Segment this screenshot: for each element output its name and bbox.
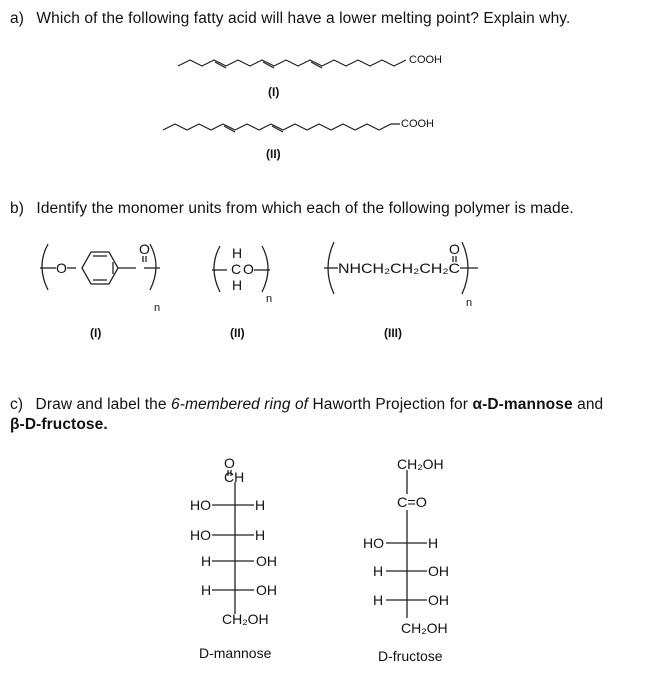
polymer-2-atom-c: C (231, 261, 242, 277)
mannose-top-ch: CH (224, 469, 245, 485)
fructose-row-2-right: OH (428, 563, 449, 579)
fructose-top: CH₂OH (397, 456, 444, 472)
polymer-1-repeat-n: n (154, 302, 161, 314)
polymer-1-oxygen: O (56, 260, 67, 276)
mannose-row-2-left: HO (190, 527, 211, 543)
fructose-row-1-left: HO (363, 535, 384, 551)
mannose-carbonyl-o: O (224, 455, 235, 471)
polymer-1-right-paren (150, 244, 156, 290)
fructose-fischer (386, 470, 427, 618)
fructose-bottom: CH₂OH (401, 620, 448, 636)
fatty-acid-2-chain (163, 124, 400, 130)
mannose-row-3-left: H (201, 553, 212, 569)
fatty-acid-2 (163, 124, 400, 132)
question-c-label: c) (10, 396, 24, 413)
fatty-acid-1-cooh: COOH (409, 54, 442, 66)
polymer-2-left-paren (214, 246, 220, 292)
fatty-acid-1-chain (178, 60, 406, 66)
polymer-3-chain: NHCH₂CH₂CH₂C (338, 260, 460, 276)
question-c-text-2: Haworth Projection for (312, 396, 469, 413)
fructose-row-3-right: OH (428, 592, 449, 608)
polymer-1-left-paren (42, 244, 48, 290)
fructose-row-3-left: H (373, 592, 384, 608)
polymer-3-carbonyl-o: O (449, 241, 460, 257)
fructose-carbonyl: C=O (397, 494, 428, 510)
polymer-2-atom-o: O (243, 261, 254, 277)
fructose-row-1-right: H (428, 535, 439, 551)
polymer-2-repeat-n: n (266, 293, 273, 305)
polymer-2-label: (II) (230, 326, 245, 340)
question-c-bold-2: β-D-fructose. (10, 416, 108, 433)
fatty-acid-2-label: (II) (266, 147, 281, 161)
question-b-text: Identify the monomer units from which each of the following polymer is made. (36, 200, 574, 217)
mannose-name: D-mannose (199, 645, 272, 661)
mannose-bottom: CH₂OH (222, 611, 269, 627)
polymer-1-carbonyl-o: O (139, 241, 150, 257)
mannose-row-2-right: H (255, 527, 266, 543)
fatty-acid-2-cooh: COOH (401, 118, 434, 130)
question-c-bold-1: α-D-mannose (472, 396, 573, 413)
polymer-2-atom-h-top: H (232, 245, 243, 261)
fructose-row-2-left: H (373, 563, 384, 579)
fatty-acid-1 (178, 60, 406, 68)
polymer-2-atom-h-bottom: H (232, 277, 243, 293)
question-c-and: and (577, 396, 604, 413)
mannose-fischer (212, 470, 254, 614)
question-a-label: a) (10, 10, 24, 27)
mannose-row-1-left: HO (190, 497, 211, 513)
polymer-1-label: (I) (90, 326, 102, 340)
polymer-2-right-paren (262, 246, 268, 292)
polymer-3-label: (III) (384, 326, 402, 340)
mannose-row-4-left: H (201, 582, 212, 598)
mannose-row-4-right: OH (256, 582, 277, 598)
question-a-text: Which of the following fatty acid will have a lower melting point? Explain why. (36, 10, 571, 27)
fructose-name: D-fructose (378, 648, 443, 664)
mannose-row-3-right: OH (256, 553, 277, 569)
question-c-text-italic: 6-membered ring of (171, 396, 309, 413)
question-b-label: b) (10, 200, 24, 217)
question-c-text-1: Draw and label the (35, 396, 167, 413)
polymer-3-repeat-n: n (466, 297, 473, 309)
mannose-row-1-right: H (255, 497, 266, 513)
fatty-acid-1-label: (I) (268, 85, 280, 99)
